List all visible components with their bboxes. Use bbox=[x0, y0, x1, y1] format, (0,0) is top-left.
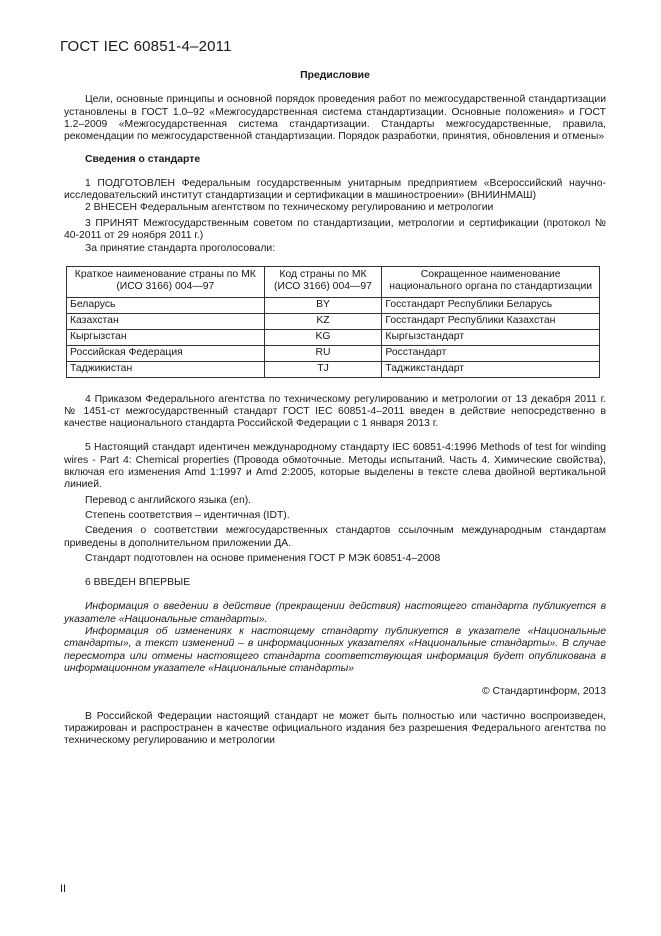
italic-info-2: Информация об изменениях к настоящему стандарту публикуется в указателе «Национальные стандарты», а текст изменений – в информационных указателях «Национальные стандарты». В случае пересмотра или отмены настоящего стандарта соответствующая информация будет опубликована в информационном указателе «Национальные стандарты» bbox=[64, 626, 606, 674]
table-cell-country: Беларусь bbox=[67, 297, 265, 313]
table-cell-body: Госстандарт Республики Беларусь bbox=[382, 297, 600, 313]
table-cell-code: RU bbox=[264, 345, 382, 361]
table-cell-code: KZ bbox=[264, 313, 382, 329]
table-header-cell: Краткое наименование страны по МК (ИСО 3166) 004—97 bbox=[67, 266, 265, 297]
table-cell-country: Таджикистан bbox=[67, 361, 265, 377]
table-cell-code: TJ bbox=[264, 361, 382, 377]
preface-title: Предисловие bbox=[300, 70, 370, 81]
preface-text: Цели, основные принципы и основной порядок проведения работ по межгосударственной стандартизации установлены в ГОСТ 1.0–92 «Межгосударственная система стандартизации. Основные положения» и ГОСТ 1.2–2009 «Межгосударственная система стандартизации. Стандарты межгосударственные, правила, рекомендации по межгосударственной стандартизации. Порядок разработки, принятия, обновления и отмены» bbox=[64, 94, 606, 143]
item-1: 1 ПОДГОТОВЛЕН Федеральным государственным унитарным предприятием «Всероссийский научно-исследовательский институт стандартизации и сертификации в машиностроении» (ВНИИНМАШ) bbox=[64, 177, 606, 202]
item-4: 4 Приказом Федерального агентства по техническому регулированию и метрологии от 13 декабря 2011 г. № 1451-ст межгосударственный стандарт ГОСТ IEC 60851-4–2011 введен в действие непосредственно в качестве национального стандарта Российской Федерации с 1 января 2013 г. bbox=[64, 393, 606, 430]
info-title: Сведения о стандарте bbox=[85, 154, 201, 166]
table-cell-body: Росстандарт bbox=[382, 345, 600, 361]
table-row bbox=[67, 345, 600, 361]
table-row bbox=[67, 329, 600, 345]
table-row bbox=[67, 313, 600, 329]
item-6: 6 ВВЕДЕН ВПЕРВЫЕ bbox=[85, 577, 191, 589]
table-cell-body: Кыргызстандарт bbox=[382, 329, 600, 345]
countries-table bbox=[66, 266, 600, 378]
conformity-note: Степень соответствия – идентичная (IDT). bbox=[85, 509, 290, 521]
table-cell-country: Кыргызстан bbox=[67, 329, 265, 345]
item-5: 5 Настоящий стандарт идентичен международному стандарту IEC 60851-4:1996 Methods of test for winding wires - Part 4: Chemical properties (Провода обмоточные. Методы испытаний. Часть 4. Химические свойства), включая его изменения Amd 1:1997 и Amd 2:2005, которые выделены в тексте слева двойной вертикальной линией. bbox=[64, 442, 606, 491]
copyright: © Стандартинформ, 2013 bbox=[481, 686, 606, 698]
table-header-cell: Код страны по МК (ИСО 3166) 004—97 bbox=[264, 266, 382, 297]
document-body bbox=[64, 70, 606, 747]
table-header-row bbox=[67, 266, 600, 297]
table-row bbox=[67, 297, 600, 313]
italic-info-1: Информация о введении в действие (прекращении действия) настоящего стандарта публикуется в указателе «Национальные стандарты». bbox=[64, 601, 606, 625]
voted-text: За принятие стандарта проголосовали: bbox=[85, 243, 276, 255]
table-cell-code: KG bbox=[264, 329, 382, 345]
table-cell-country: Казахстан bbox=[67, 313, 265, 329]
prepared-note: Стандарт подготовлен на основе применения ГОСТ Р МЭК 60851-4–2008 bbox=[85, 552, 441, 564]
table-cell-country: Российская Федерация bbox=[67, 345, 265, 361]
table-cell-code: BY bbox=[264, 297, 382, 313]
table-header-cell: Сокращенное наименование национального органа по стандартизации bbox=[382, 266, 600, 297]
document-header: ГОСТ IEC 60851-4–2011 bbox=[60, 38, 232, 55]
page-number: II bbox=[60, 883, 67, 895]
references-note: Сведения о соответствии межгосударственных стандартов ссылочным международным стандартам приведены в дополнительном приложении ДА. bbox=[64, 525, 606, 549]
final-notice: В Российской Федерации настоящий стандарт не может быть полностью или частично воспроизведен, тиражирован и распространен в качестве официального издания без разрешения Федерального агентства по техническому регулированию и метрологии bbox=[64, 710, 606, 747]
item-3: 3 ПРИНЯТ Межгосударственным советом по стандартизации, метрологии и сертификации (протокол № 40-2011 от 29 ноября 2011 г.) bbox=[64, 217, 606, 241]
table-cell-body: Госстандарт Республики Казахстан bbox=[382, 313, 600, 329]
table-cell-body: Таджикстандарт bbox=[382, 361, 600, 377]
item-2: 2 ВНЕСЕН Федеральным агентством по техническому регулированию и метрологии bbox=[85, 202, 494, 214]
translation-note: Перевод с английского языка (en). bbox=[85, 494, 252, 506]
table-row bbox=[67, 361, 600, 377]
